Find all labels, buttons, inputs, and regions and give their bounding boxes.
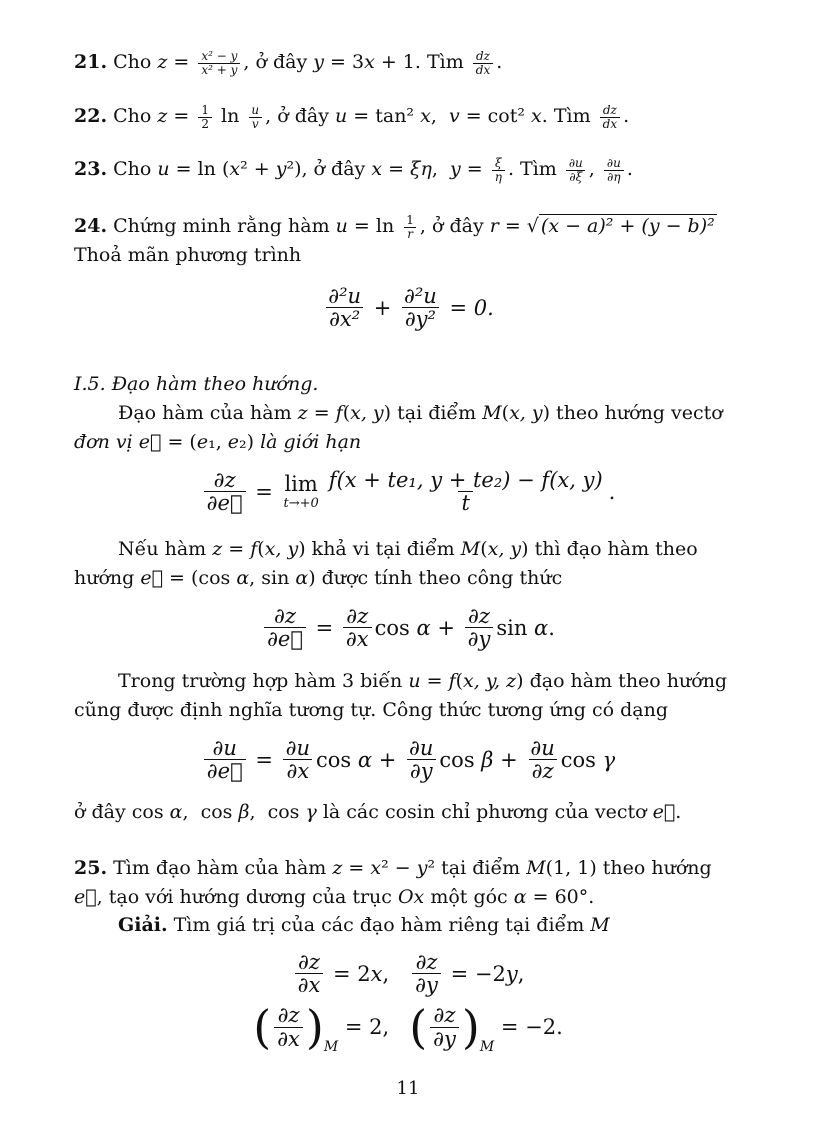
equation-laplace: $\frac{\text{∂²u}}{\text{∂x²}}$ + $\frac{\text{∂²u}}{\text{∂y²}}$ = 0. (0, 284, 816, 330)
equation-3d-formula: $\frac{\partial u}{\partial e⃗}$ = $\frac{\partial u}{\partial x}$ cos α + $\frac{\partial u}{\partial y}$ cos β + $\frac{\partial u}{\partial z}$ cos γ (0, 736, 816, 782)
paragraph-three-variables-2: cũng được định nghĩa tương tự. Công thức tương ứng có dạng (74, 699, 669, 721)
equation-2d-formula: $\frac{\partial z}{\partial e⃗}$ = $\frac{\partial z}{\partial x}$ cos α + $\frac{\partial z}{\partial y}$ sin α . (0, 604, 816, 650)
paragraph-definition: Đạo hàm của hàm z = f(x, y) tại điểm M(x, y) theo hướng vectơ (118, 402, 723, 424)
exercise-22: 22. Cho z = $\frac{1}{2}$ ln $\frac{u}{v}$ , ở đây u = tan² x, v = cot² x. Tìm $\frac{dz}{dx}$ . (74, 103, 630, 131)
paragraph-cosines: ở đây cos α, cos β, cos γ là các cosin chỉ phương của vectơ e⃗. (74, 801, 682, 823)
exercise-number: 21. (74, 51, 108, 74)
equation-partials-at-m: ( $\frac{\partial z}{\partial x}$ ) M = 2, ( $\frac{\partial z}{\partial y}$ ) M = −2. (253, 1000, 563, 1055)
exercise-23: 23. Cho u = ln (x² + y²), ở đây x = ξη, y = $\frac{\xi}{\eta}$ . Tìm $\frac{\partial u}{\partial\xi}$ , $\frac{\partial u}{\partial\eta}$ . (74, 156, 633, 184)
paragraph-three-variables: Trong trường hợp hàm 3 biến u = f(x, y, z) đạo hàm theo hướng (118, 670, 728, 692)
paragraph-definition-2: đơn vị e⃗ = (e₁, e₂) là giới hạn (74, 431, 362, 453)
exercise-number: 24. (74, 215, 108, 238)
exercise-number: 22. (74, 105, 108, 128)
exercise-25: 25. Tìm đạo hàm của hàm z = x² − y² tại điểm M(1, 1) theo hướng (74, 857, 712, 879)
exercise-number: 23. (74, 158, 108, 181)
exercise-24: 24. Chứng minh rằng hàm u = ln $\frac{1}{r}$ , ở đây r = √ (x − a)² + (y − b)² (74, 213, 715, 241)
exercise-21: 21. Cho z = $\frac{\text{x² − y}}{\text{x² + y}}$ , ở đây y = 3x + 1. Tìm $\frac{dz}{dx}$ . (74, 49, 503, 77)
equation-directional-limit: $\frac{\partial z}{\partial e⃗}$ = lim t→+0 $\frac{\text{f(x + te₁, y + te₂) − f(x, y)}}{t}$ . (0, 468, 816, 514)
solution-intro: Giải. Tìm giá trị của các đạo hàm riêng tại điểm M (118, 914, 610, 936)
page-number: 11 (396, 1078, 420, 1099)
exercise-24-continued: Thoả mãn phương trình (74, 244, 302, 266)
paragraph-differentiable: Nếu hàm z = f(x, y) khả vi tại điểm M(x, y) thì đạo hàm theo (118, 538, 698, 560)
equation-partials: $\frac{\partial z}{\partial x}$ = 2 x , $\frac{\partial z}{\partial y}$ = −2 y , (0, 950, 816, 996)
section-heading: I.5. Đạo hàm theo hướng. (74, 373, 319, 395)
paragraph-differentiable-2: hướng e⃗ = (cos α, sin α) được tính theo công thức (74, 567, 563, 589)
exercise-number: 25. (74, 857, 108, 879)
solution-label: Giải. (118, 914, 168, 936)
exercise-25-continued: e⃗, tạo với hướng dương của trục Ox một góc α = 60°. (74, 886, 595, 908)
